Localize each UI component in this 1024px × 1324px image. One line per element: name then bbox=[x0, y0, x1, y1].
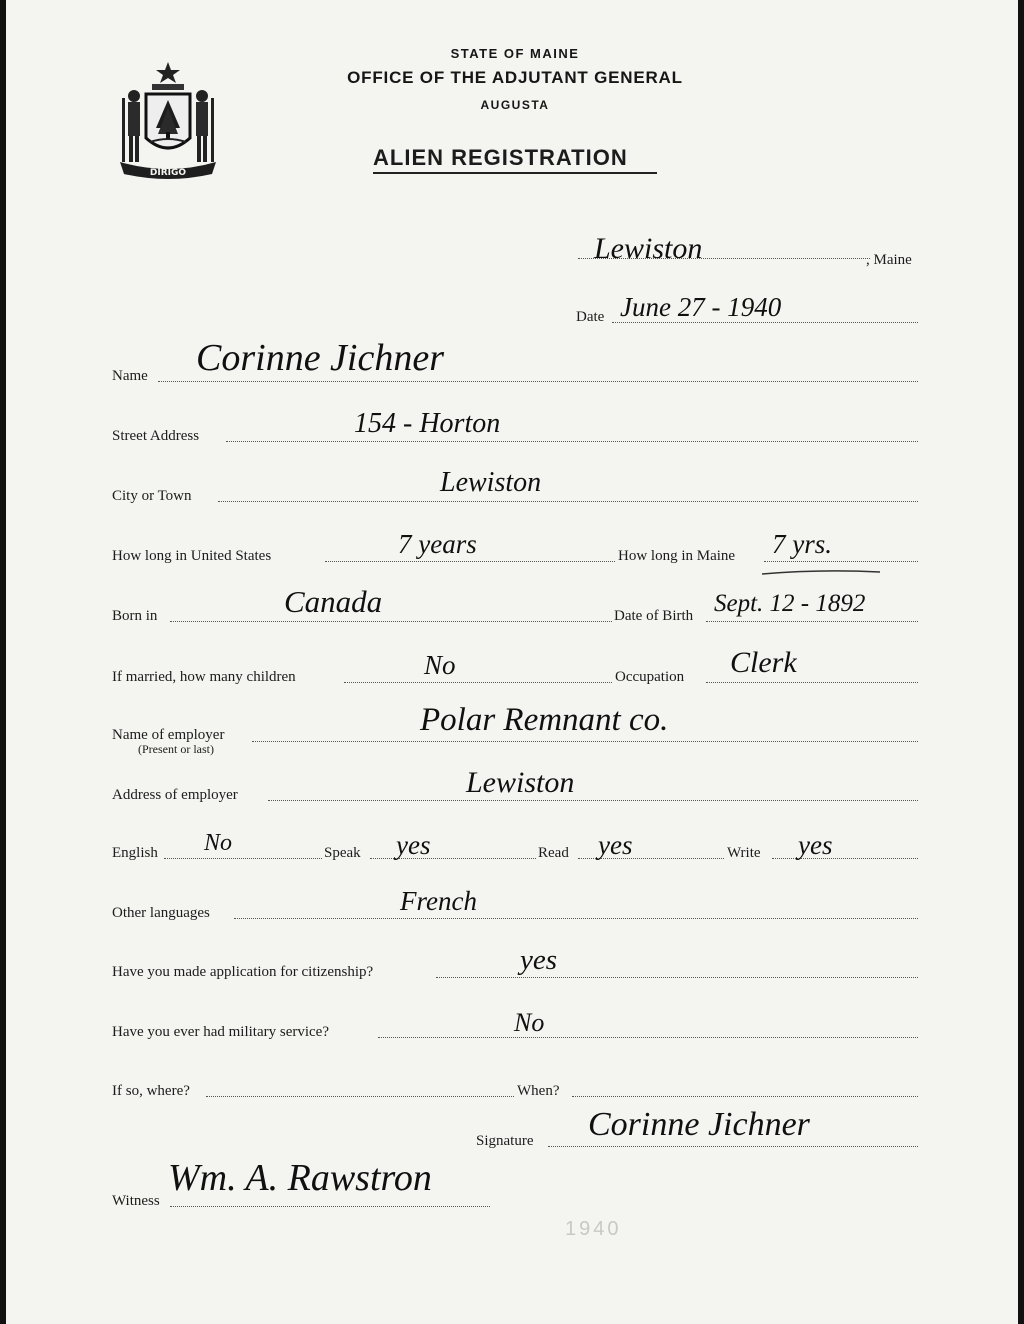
maine-time-label: How long in Maine bbox=[618, 548, 736, 564]
children-value: No bbox=[424, 650, 456, 680]
name-label: Name bbox=[112, 368, 148, 384]
born-label: Born in bbox=[112, 608, 158, 624]
signature-value: Corinne Jichner bbox=[588, 1106, 810, 1143]
english-label: English bbox=[112, 845, 158, 861]
dob-value: Sept. 12 - 1892 bbox=[714, 590, 866, 617]
speak-value: yes bbox=[396, 830, 431, 860]
write-label: Write bbox=[727, 845, 761, 861]
us-time-label: How long in United States bbox=[112, 548, 272, 564]
english-value: No bbox=[204, 830, 233, 856]
date-label: Date bbox=[576, 309, 605, 325]
children-line bbox=[344, 682, 612, 683]
dob-label: Date of Birth bbox=[614, 608, 694, 624]
employer-value: Polar Remnant co. bbox=[420, 702, 669, 738]
employer-address-line bbox=[268, 800, 918, 801]
seal-banner-text: DIRIGO bbox=[149, 168, 187, 178]
occupation-value: Clerk bbox=[730, 646, 797, 679]
where-line bbox=[206, 1096, 514, 1097]
maine-time-line bbox=[764, 561, 918, 562]
where-label: If so, where? bbox=[112, 1083, 190, 1099]
witness-line bbox=[170, 1206, 490, 1207]
military-line bbox=[378, 1037, 918, 1038]
when-line bbox=[572, 1096, 918, 1097]
occupation-label: Occupation bbox=[615, 669, 685, 685]
speak-line bbox=[370, 858, 536, 859]
witness-label: Witness bbox=[112, 1193, 160, 1209]
citizenship-label: Have you made application for citizenship? bbox=[112, 964, 374, 980]
faint-date-stamp: 1940 bbox=[565, 1218, 622, 1240]
form-title: ALIEN REGISTRATION bbox=[373, 145, 628, 170]
occupation-line bbox=[706, 682, 918, 683]
signature-line bbox=[548, 1146, 918, 1147]
employer-address-value: Lewiston bbox=[466, 766, 575, 799]
maine-state-seal-icon bbox=[112, 58, 224, 184]
other-languages-line bbox=[234, 918, 918, 919]
signature-label: Signature bbox=[476, 1133, 534, 1149]
other-languages-label: Other languages bbox=[112, 905, 210, 921]
citizenship-line bbox=[436, 977, 918, 978]
us-time-value: 7 years bbox=[398, 529, 477, 559]
read-value: yes bbox=[598, 830, 633, 860]
employer-label: Name of employer bbox=[112, 727, 225, 743]
citizenship-value: yes bbox=[520, 944, 558, 976]
name-line bbox=[158, 381, 918, 382]
read-label: Read bbox=[538, 845, 569, 861]
born-line bbox=[170, 621, 612, 622]
header-state: STATE OF MAINE bbox=[450, 46, 580, 61]
children-label: If married, how many children bbox=[112, 669, 296, 685]
title-underline bbox=[373, 172, 657, 174]
header-office: OFFICE OF THE ADJUTANT GENERAL bbox=[347, 68, 683, 87]
street-line bbox=[226, 441, 918, 442]
when-label: When? bbox=[517, 1083, 560, 1099]
city-line bbox=[218, 501, 918, 502]
header-city: AUGUSTA bbox=[480, 98, 550, 112]
military-label: Have you ever had military service? bbox=[112, 1024, 329, 1040]
name-value: Corinne Jichner bbox=[196, 337, 445, 379]
maine-time-value: 7 yrs. bbox=[772, 529, 832, 559]
street-label: Street Address bbox=[112, 428, 200, 444]
military-value: No bbox=[514, 1008, 545, 1037]
witness-value: Wm. A. Rawstron bbox=[168, 1157, 432, 1199]
other-languages-value: French bbox=[400, 886, 477, 916]
city-value: Lewiston bbox=[440, 467, 542, 498]
town-value: Lewiston bbox=[594, 232, 703, 265]
employer-sublabel: (Present or last) bbox=[138, 742, 214, 756]
us-time-line bbox=[325, 561, 615, 562]
date-value: June 27 - 1940 bbox=[620, 292, 782, 322]
employer-line bbox=[252, 741, 918, 742]
town-suffix: , Maine bbox=[866, 252, 912, 268]
city-label: City or Town bbox=[112, 488, 192, 504]
born-value: Canada bbox=[284, 584, 383, 619]
english-line bbox=[164, 858, 322, 859]
dob-line bbox=[706, 621, 918, 622]
speak-label: Speak bbox=[324, 845, 361, 861]
street-value: 154 - Horton bbox=[354, 408, 501, 439]
employer-address-label: Address of employer bbox=[112, 787, 238, 803]
write-value: yes bbox=[798, 830, 833, 860]
write-line bbox=[772, 858, 918, 859]
maine-time-underline-stroke bbox=[760, 568, 882, 578]
